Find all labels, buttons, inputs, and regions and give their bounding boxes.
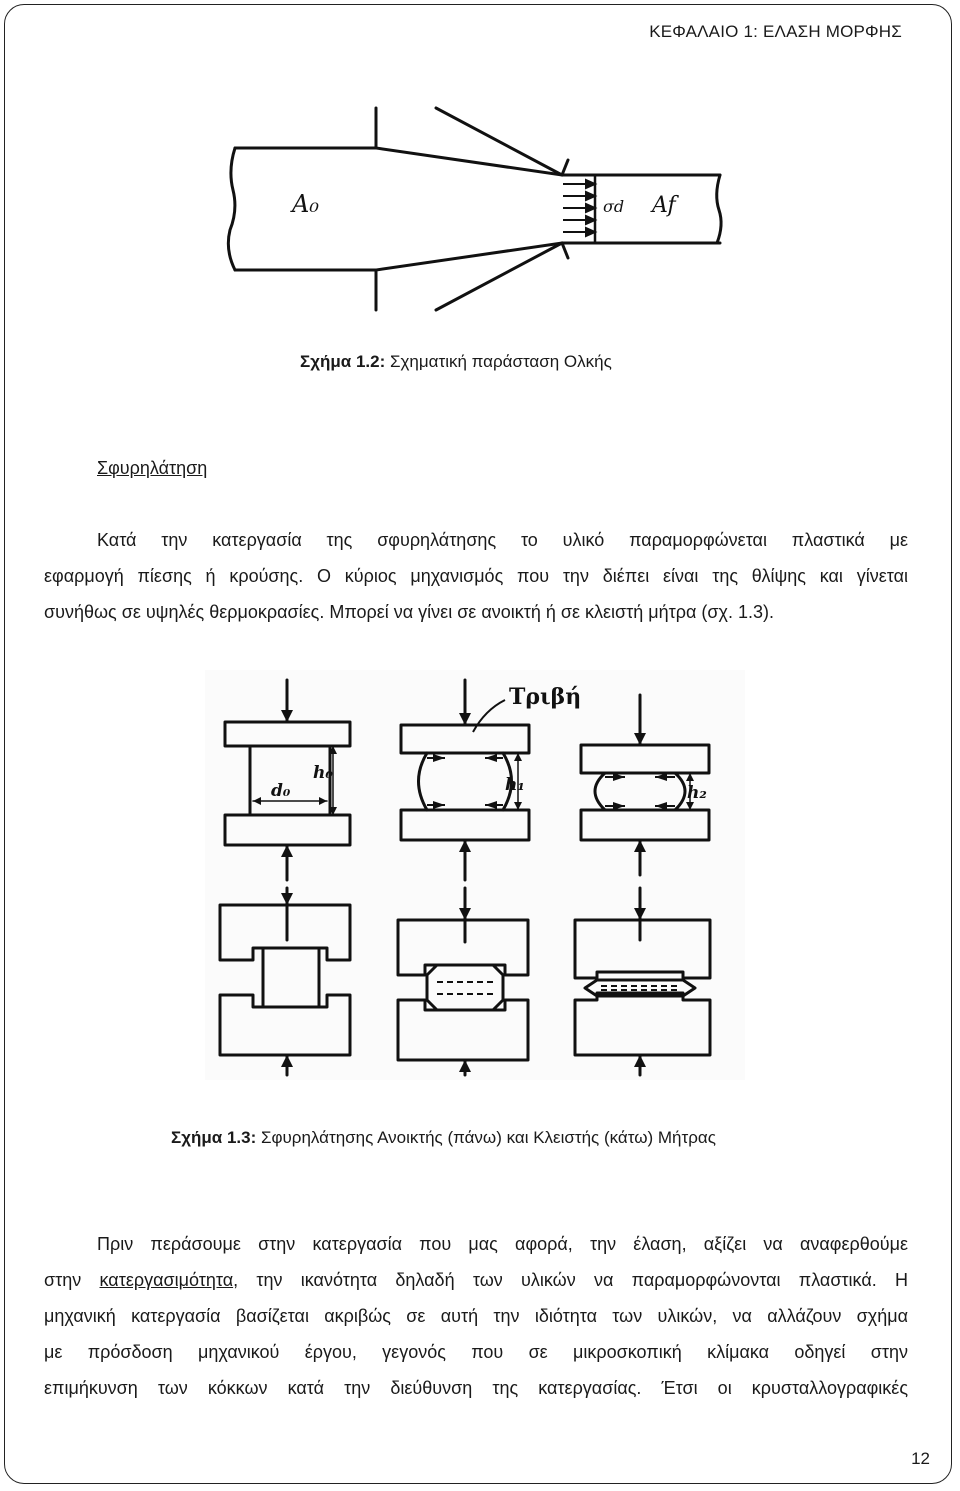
h0-label: h₀ xyxy=(313,763,333,783)
text-fragment: , την ικανότητα δηλαδή των υλικών να παραμορφώνονται πλαστικά. Η xyxy=(233,1270,909,1290)
caption-text: Σφυρηλάτησης Ανοικτής (πάνω) και Κλειστής (κάτω) Μήτρας xyxy=(256,1128,716,1147)
h1-label: h₁ xyxy=(505,775,525,795)
h2-label: h₂ xyxy=(687,783,707,803)
text-fragment: στην xyxy=(44,1270,100,1290)
area-final-label: Af xyxy=(652,193,676,218)
section-title: Σφυρηλάτηση xyxy=(97,458,208,478)
page-number: 12 xyxy=(911,1449,930,1468)
paragraph-line: επιμήκυνση των κόκκων κατά την διεύθυνση της κατεργασίας. Έτσι οι κρυσταλλογραφικές xyxy=(44,1378,908,1398)
paragraph-line: Πριν περάσουμε στην κατεργασία που μας αφορά, την έλαση, αξίζει να αναφερθούμε xyxy=(97,1234,908,1254)
paragraph-line: Κατά την κατεργασία της σφυρηλάτησης το υλικό παραμορφώνεται πλαστικά με xyxy=(97,530,908,550)
friction-label: Τριβή xyxy=(509,684,582,710)
paragraph-line xyxy=(44,1262,908,1298)
forging-dies-figure xyxy=(205,670,745,1080)
stress-label: σd xyxy=(603,197,625,216)
drawing-schematic-figure xyxy=(200,100,760,315)
paragraph-line: συνήθως σε υψηλές θερμοκρασίες. Μπορεί να γίνει σε ανοικτή ή σε κλειστή μήτρα (σχ. 1.3). xyxy=(44,602,774,622)
underlined-term: κατεργασιμότητα xyxy=(99,1270,234,1290)
area-initial-label: A₀ xyxy=(292,190,319,218)
paragraph-2 xyxy=(44,1226,908,1406)
caption-label: Σχήμα 1.3: xyxy=(171,1128,257,1147)
paragraph-1 xyxy=(44,522,908,630)
caption-label: Σχήμα 1.2: xyxy=(300,352,386,371)
d0-label: d₀ xyxy=(271,781,291,801)
paragraph-line: με πρόσδοση μηχανικού έργου, γεγονός που σε μικροσκοπική κλίμακα οδηγεί στην xyxy=(44,1342,908,1362)
figure-1-3-caption xyxy=(171,1128,716,1148)
paragraph-line: εφαρμογή πίεσης ή κρούσης. Ο κύριος μηχανισμός που την διέπει είναι της θλίψης και γίνεται xyxy=(44,566,908,586)
caption-text: Σχηματική παράσταση Ολκής xyxy=(385,352,612,371)
paragraph-line: μηχανική κατεργασία βασίζεται ακριβώς σε αυτή την ιδιότητα των υλικών, να αλλάζουν σχήμα xyxy=(44,1306,908,1326)
chapter-header: ΚΕΦΑΛΑΙΟ 1: ΕΛΑΣΗ ΜΟΡΦΗΣ xyxy=(649,22,902,41)
figure-1-2-caption xyxy=(300,352,612,372)
